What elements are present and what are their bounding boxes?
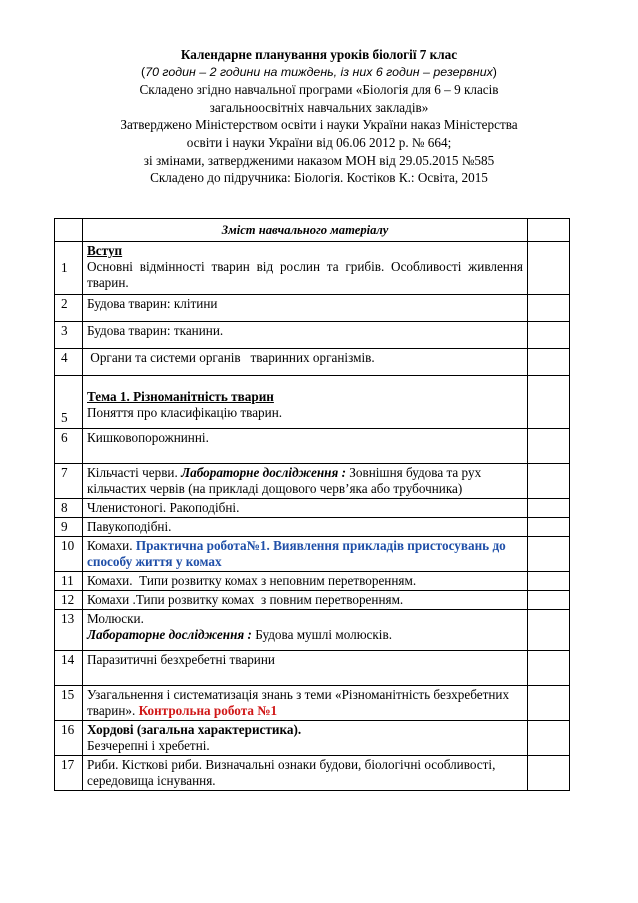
row-text: Будова мушлі молюсків. <box>251 627 392 642</box>
row-text: Кільчасті черви. <box>87 465 182 480</box>
lab-work-label: Лабораторне дослідження : <box>87 627 252 642</box>
row-text: Узагальнення і систематизація знань з теми «Різноманітність безхребетних тварин». <box>87 687 510 718</box>
row-number: 13 <box>55 610 83 651</box>
row-content <box>83 610 528 651</box>
row-text: Поняття про класифікацію тварин. <box>87 405 283 420</box>
table-row <box>55 651 570 686</box>
row-content <box>83 591 528 610</box>
program-line-1: Складено згідно навчальної програми «Біологія для 6 – 9 класів <box>139 82 499 98</box>
table-row <box>55 242 570 295</box>
row-extra-cell <box>528 537 570 572</box>
table-row <box>55 610 570 651</box>
row-extra-cell <box>528 429 570 464</box>
practical-work-label: Практична робота№1. Виявлення прикладів пристосувань до способу життя у комах <box>87 538 506 569</box>
row-text: Комахи. <box>87 538 136 553</box>
row-number: 4 <box>55 349 83 376</box>
table-row <box>55 572 570 591</box>
hours-text: 70 годин – 2 години на тиждень, із них 6 годин – резервних <box>145 64 493 79</box>
row-content <box>83 464 528 499</box>
row-content <box>83 349 528 376</box>
row-extra-cell <box>528 295 570 322</box>
table-row <box>55 537 570 572</box>
column-header: Зміст навчального матеріалу <box>83 219 528 242</box>
row-number: 11 <box>55 572 83 591</box>
row-content <box>83 572 528 591</box>
row-number: 8 <box>55 499 83 518</box>
approved-line-1: Затверджено Міністерством освіти і науки України наказ Міністерства <box>120 117 518 133</box>
row-text: Будова тварин: клітини <box>87 296 218 311</box>
row-number: 14 <box>55 651 83 686</box>
row-text: Павукоподібні. <box>87 519 172 534</box>
row-content <box>83 376 528 429</box>
row-extra-cell <box>528 464 570 499</box>
row-content <box>83 322 528 349</box>
row-title: Хордові (загальна характеристика). <box>87 722 302 737</box>
row-number: 10 <box>55 537 83 572</box>
row-content <box>83 721 528 756</box>
row-text: Основні відмінності тварин від рослин та грибів. Особливості живлення тварин. <box>87 259 523 290</box>
row-text: Безчерепні і хребетні. <box>87 738 210 753</box>
row-text: Комахи. Типи розвитку комах з неповним перетворенням. <box>87 573 417 588</box>
table-row <box>55 499 570 518</box>
table-row <box>55 518 570 537</box>
row-extra-cell <box>528 349 570 376</box>
row-text: Паразитичні безхребетні тварини <box>87 652 275 667</box>
lesson-plan-table <box>54 218 570 791</box>
row-text: Зовнішня будова та рух кільчастих червів (на прикладі дощового черв’яка або трубочника) <box>87 465 482 496</box>
row-extra-cell <box>528 518 570 537</box>
table-row <box>55 376 570 429</box>
table-row <box>55 686 570 721</box>
row-extra-cell <box>528 322 570 349</box>
table-row <box>55 591 570 610</box>
hours-note <box>0 64 638 82</box>
row-number: 9 <box>55 518 83 537</box>
hours-open-paren: ( <box>141 64 146 79</box>
row-number: 5 <box>55 376 83 429</box>
header-num-cell <box>55 219 83 242</box>
row-text: Риби. Кісткові риби. Визначальні ознаки будови, біологічні особливості, середовища існування. <box>87 757 496 788</box>
row-content <box>83 686 528 721</box>
row-number: 12 <box>55 591 83 610</box>
row-content <box>83 651 528 686</box>
table-row <box>55 464 570 499</box>
table-row <box>55 349 570 376</box>
row-extra-cell <box>528 756 570 791</box>
table-row <box>55 721 570 756</box>
document-title: Календарне планування уроків біології 7 клас <box>180 47 458 62</box>
table-row <box>55 756 570 791</box>
row-extra-cell <box>528 376 570 429</box>
row-number: 6 <box>55 429 83 464</box>
table-row <box>55 322 570 349</box>
row-content <box>83 499 528 518</box>
row-extra-cell <box>528 610 570 651</box>
row-title: Вступ <box>87 243 123 258</box>
row-extra-cell <box>528 686 570 721</box>
row-number: 15 <box>55 686 83 721</box>
row-content <box>83 518 528 537</box>
table-row <box>55 295 570 322</box>
row-content <box>83 242 528 295</box>
row-extra-cell <box>528 721 570 756</box>
row-extra-cell <box>528 242 570 295</box>
row-number: 17 <box>55 756 83 791</box>
table-row <box>55 429 570 464</box>
row-text: Членистоногі. Ракоподібні. <box>87 500 240 515</box>
row-number: 16 <box>55 721 83 756</box>
row-content <box>83 295 528 322</box>
header-extra-cell <box>528 219 570 242</box>
row-extra-cell <box>528 499 570 518</box>
control-work-label: Контрольна робота №1 <box>138 703 278 718</box>
row-text: Комахи .Типи розвитку комах з повним перетворенням. <box>87 592 404 607</box>
row-extra-cell <box>528 651 570 686</box>
hours-close-paren: ) <box>492 64 497 79</box>
row-number: 3 <box>55 322 83 349</box>
row-content <box>83 429 528 464</box>
document-header <box>0 46 638 187</box>
row-number: 7 <box>55 464 83 499</box>
row-number: 1 <box>55 242 83 295</box>
row-text: Органи та системи органів тваринних організмів. <box>87 350 375 365</box>
textbook-line: Складено до підручника: Біологія. Костіков К.: Освіта, 2015 <box>150 170 488 186</box>
row-text: Молюски. <box>87 611 144 626</box>
lab-work-label: Лабораторне дослідження : <box>181 465 346 480</box>
row-extra-cell <box>528 591 570 610</box>
row-extra-cell <box>528 572 570 591</box>
approved-line-2: освіти і науки України від 06.06 2012 р. № 664; <box>186 134 452 150</box>
program-line-2: загальноосвітніх навчальних закладів» <box>209 99 429 115</box>
table-header-row <box>55 219 570 242</box>
row-content <box>83 756 528 791</box>
row-text: Будова тварин: тканини. <box>87 323 224 338</box>
row-text: Кишковопорожнинні. <box>87 430 209 445</box>
changes-line: зі змінами, затвердженими наказом МОН від 29.05.2015 №585 <box>143 152 495 168</box>
row-title: Тема 1. Різноманітність тварин <box>87 389 274 404</box>
row-number: 2 <box>55 295 83 322</box>
row-content <box>83 537 528 572</box>
